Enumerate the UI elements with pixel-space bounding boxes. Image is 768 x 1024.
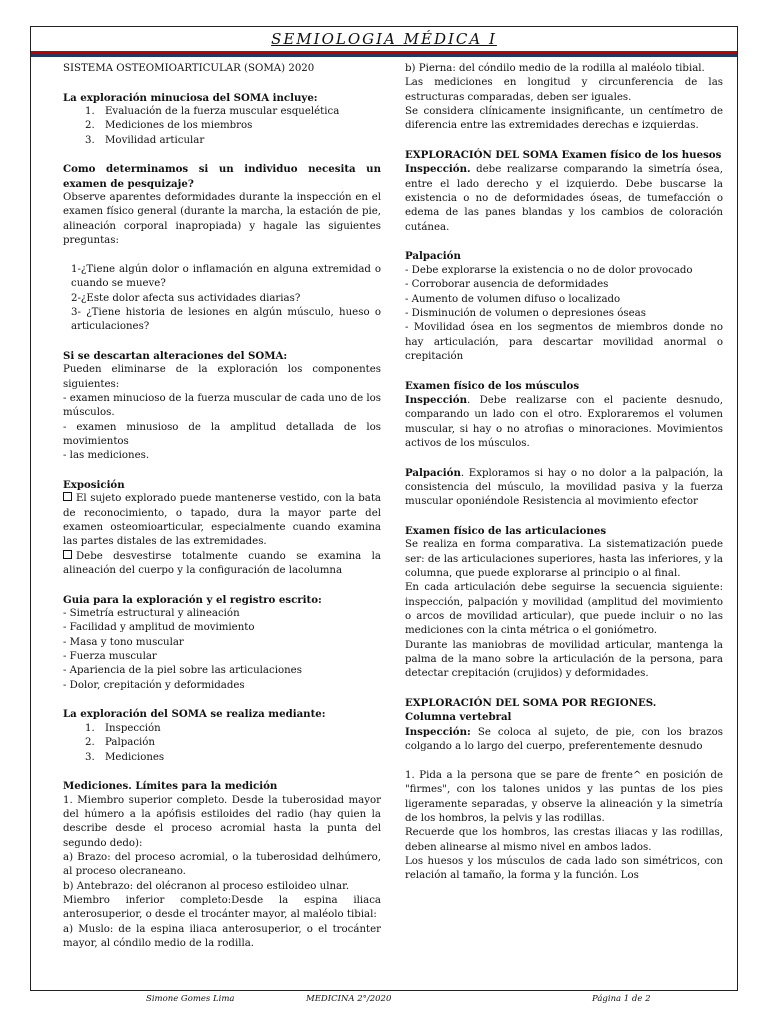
footer-page-number: Página 1 de 2 [592,994,651,1004]
list-item: - Movilidad ósea en los segmentos de miembros donde no hay articulación, para descartar movilidad anormal o crepitación [405,322,723,362]
list-item: 1. Evaluación de la fuerza muscular esquelética [85,106,340,118]
list-item: 3. Movilidad articular [85,134,205,146]
s3-line-1: - examen minucioso de la fuerza muscular de cada uno de los músculos. [63,392,381,419]
s3-line-3: - las mediciones. [63,450,150,462]
content-columns [63,62,723,982]
regions-para-2: Recuerde que los hombros, las crestas iliacas y las rodillas, deben alinearse al mismo nivel en ambos lados. [405,827,723,853]
r-para-3: Se considera clínicamente insignificante, un centímetro de diferencia entre las extremidades derechas e izquierdas. [405,106,723,132]
right-column [405,62,723,982]
footer-author: Simone Gomes Lima [146,994,235,1004]
muscles-inspection: Inspección. Debe realizarse con el paciente desnudo, comparando un lado con el otro. Exploraremos el volumen muscular, si hay o no atrofias o minoraciones. Movimientos activos de los músculos. [405,393,723,449]
s3-title: Si se descartan alteraciones del SOMA: [63,349,288,362]
list-item: - Debe explorarse la existencia o no de dolor provocado [405,264,693,276]
list-item: 3. Mediciones [85,751,165,763]
list-item: - Facilidad y amplitud de movimiento [63,622,255,634]
palpation-title: Palpación [405,250,461,263]
s7-title: Mediciones. Límites para la medición [63,780,278,793]
footer-course: MEDICINA 2°/2020 [306,994,392,1004]
s7-para-5: a) Muslo: de la espina iliaca anterosuperior, o el trocánter mayor, al cóndilo medio de la rodilla. [63,923,381,949]
header-red-rule [31,51,737,54]
list-item: - Disminución de volumen o depresiones óseas [405,307,646,319]
list-item: 1. Inspección [85,722,161,734]
list-item: - Corroborar ausencia de deformidades [405,279,609,291]
s3-body: Pueden eliminarse de la exploración los componentes siguientes: [63,364,381,390]
list-item: 2. Mediciones de los miembros [85,120,253,132]
joints-para-2: En cada articulación debe seguirse la secuencia siguiente: inspección, palpación y movilidad (amplitud del movimiento o arcos de movilidad articular), que puede incluir o no las mediciones con la cinta métrica o el goniómetro. [405,582,723,637]
joints-title: Examen físico de las articulaciones [405,525,607,537]
regions-para-1: 1. Pida a la persona que se pare de frente^ en posición de "firmes", con los talones unidos y las puntas de los pies ligeramente separadas, y observe la alineación y la simetría de los hombros, la pelvis y las rodillas. [405,769,723,824]
s4-para-1: El sujeto explorado puede mantenerse vestido, con la bata de reconocimiento, o tapado, dura la mayor parte del examen osteomioarticular, especialmente cuando examina las partes distales de las extremidades. [63,493,381,548]
list-item: - Apariencia de la piel sobre las articulaciones [63,665,302,677]
list-item: - Fuerza muscular [63,651,157,663]
regions-title: EXPLORACIÓN DEL SOMA POR REGIONES. [405,697,657,710]
list-item: - Masa y tono muscular [63,636,184,648]
list-item: - Aumento de volumen difuso o localizado [405,293,621,305]
page-title: SEMIOLOGIA MÉDICA I [271,30,497,48]
s7-para-2: a) Brazo: del proceso acromial, o la tuberosidad delhúmero, al proceso olecraneano. [63,851,381,878]
checkbox-icon [63,550,72,559]
s4-title: Exposición [63,478,125,491]
s7-para-1: 1. Miembro superior completo. Desde la tuberosidad mayor del húmero a la apófisis estiloides del radio (hay quien la describe desde el proceso acromial hasta la punta del segundo dedo): [63,794,381,849]
s2-title: Como determinamos si un individuo necesita un examen de pesquizaje? [63,163,381,190]
s3-line-2: - examen minusioso de la amplitud detallada de los movimientos [63,421,381,447]
list-item: - Simetría estructural y alineación [63,608,240,620]
s7-para-4: Miembro inferior completo:Desde la espina iliaca anterosuperior, o desde el trocánter mayor, al maléolo tibial: [63,894,381,921]
bones-inspection: Inspección. debe realizarse comparando la simetría ósea, entre el lado derecho y el izquierdo. Debe buscarse la existencia o no de deformidades óseas, de tumefacción o edema de las panes blandas y los cambios de coloración cutánea. [405,163,723,233]
s6-list [63,722,381,765]
section-heading: SISTEMA OSTEOMIOARTICULAR (SOMA) 2020 [63,63,315,74]
s2-question-1: 1-¿Tiene algún dolor o inflamación en alguna extremidad o cuando se mueve? [71,263,381,290]
regions-subtitle: Columna vertebral [405,711,512,724]
bones-heading: EXPLORACIÓN DEL SOMA Examen físico de los huesos [405,149,722,162]
s2-question-2: 2-¿Este dolor afecta sus actividades diarias? [71,292,301,304]
list-item: 2. Palpación [85,737,155,749]
s2-question-3: 3- ¿Tiene historia de lesiones en algún músculo, hueso o articulaciones? [71,306,381,333]
r-para-1: b) Pierna: del cóndilo medio de la rodilla al maléolo tibial. [405,63,705,74]
muscles-palpation: Palpación. Exploramos si hay o no dolor a la palpación, la consistencia del músculo, la movilidad pasiva y la fuerza muscular oponiéndole Resistencia al movimiento efector [405,466,723,508]
s1-title: La exploración minuciosa del SOMA incluye: [63,91,318,104]
left-column [63,62,381,982]
s4-para-2: Debe desvestirse totalmente cuando se examina la alineación del cuerpo y la configuración de lacolumna [63,550,381,577]
page-frame [30,26,738,991]
s6-title: La exploración del SOMA se realiza mediante: [63,708,326,721]
s7-para-3: b) Antebrazo: del olécranon al proceso estiloideo ulnar. [63,880,350,892]
checkbox-icon [63,492,72,501]
s1-list [63,105,381,148]
s5-title: Guia para la exploración y el registro escrito: [63,593,322,606]
joints-para-1: Se realiza en forma comparativa. La sistematización puede ser: de las articulaciones superiores, hasta las inferiores, y la columna, que puede explorarse al principio o al final. [405,539,723,580]
r-para-2: Las mediciones en longitud y circunferencia de las estructuras comparadas, deben ser iguales. [405,77,723,103]
regions-para-3: Los huesos y los músculos de cada lado son simétricos, con relación al tamaño, la forma y la función. Los [405,855,723,882]
page-header [31,27,737,57]
list-item: - Dolor, crepitación y deformidades [63,679,245,691]
muscles-title: Examen físico de los músculos [405,379,580,392]
joints-para-3: Durante las maniobras de movilidad articular, mantenga la palma de la mano sobre la articulación de la persona, para detectar crepitación (crujidos) y deformidades. [405,639,723,680]
s2-body: Observe aparentes deformidades durante la inspección en el examen físico general (durante la marcha, la estación de pie, alineación corporal inapropiada) y hagale las siguientes preguntas: [63,192,381,247]
regions-inspection: Inspección: Se coloca al sujeto, de pie, con los brazos colgando a lo largo del cuerpo, preferentemente desnudo [405,725,723,753]
